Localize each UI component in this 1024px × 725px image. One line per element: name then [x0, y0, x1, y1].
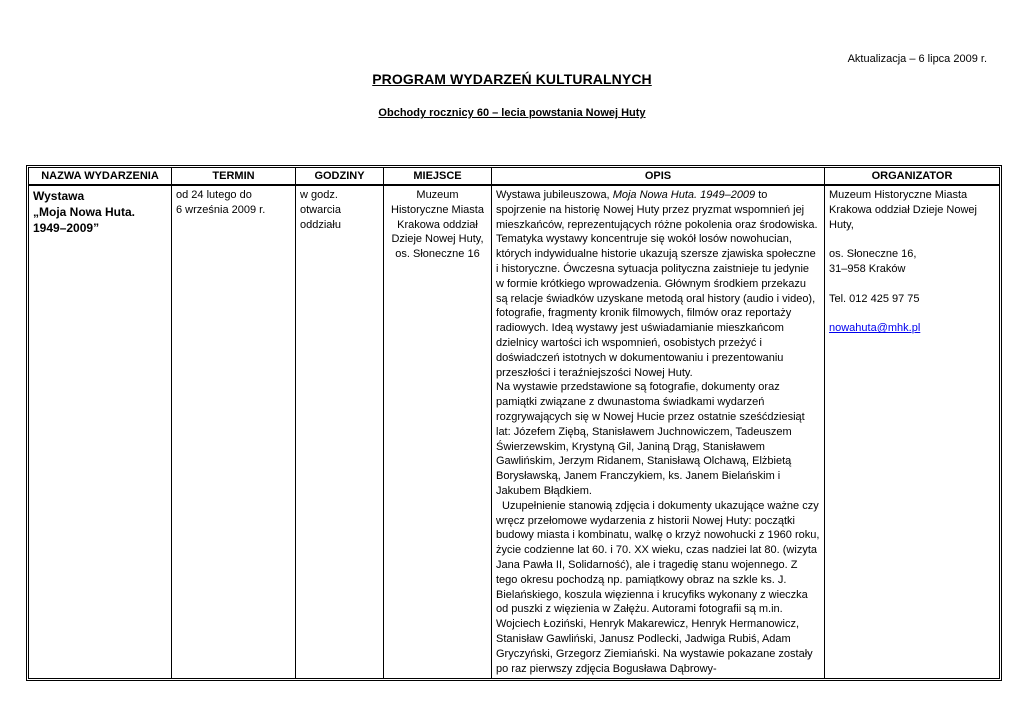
event-place: Muzeum Historyczne Miasta Krakowa oddział Dzieje Nowej Huty, os. Słoneczne 16 — [391, 189, 484, 261]
organizer-email-link[interactable]: nowahuta@mhk.pl — [829, 322, 921, 335]
page-subtitle: Obchody rocznicy 60 – lecia powstania Nowej Huty — [378, 107, 646, 119]
event-title-line2: 1949–2009” — [33, 221, 100, 235]
update-date: Aktualizacja – 6 lipca 2009 r. — [847, 53, 987, 65]
event-type: Wystawa — [33, 189, 85, 203]
event-date-start: od 24 lutego do — [176, 189, 252, 201]
description-paragraph-3: Uzupełnienie stanowią zdjęcia i dokumenty ukazujące ważne czy wręcz przełomowe wydarzenia z historii Nowej Huty: początki budowy miasta i kombinatu, walkę o krzyż nowohucki z 1960 roku, życie codzienne lat 60. i 70. XX wieku, czas nadziei lat 80. (wizyta Jana Pawła II, Solidarność), ale i tragedię stanu wojennego. Z tego okresu pochodzą np. pamiątkowy obraz na szkle ks. J. Bielańskiego, koszula więzienna i krucyfiks wykonany z wieczka od puszki z więzienia w Załężu. Autorami fotografii są m.in. Wojciech Łoziński, Henryk Makarewicz, Henryk Hermanowicz, Stanisław Gawliński, Janusz Podlecki, Jadwiga Rubiś, Adam Gryczyński, Grzegorz Ziemiański. Na wystawie pokazane zostały po raz pierwszy zdjęcia Bogusława Dąbrowy- — [496, 499, 820, 675]
column-header-hours: GODZINY — [296, 168, 384, 186]
events-table — [28, 167, 1000, 679]
event-name-cell — [29, 186, 172, 678]
event-organizer-cell — [825, 186, 999, 678]
event-hours-cell — [296, 186, 384, 678]
column-header-organizer: ORGANIZATOR — [825, 168, 999, 186]
description-paragraph-2: Na wystawie przedstawione są fotografie, dokumenty oraz pamiątki związane z dwunastoma świadkami wydarzeń rozgrywających się w Nowej Hucie przez ostatnie sześćdziesiąt lat: Józefem Ziębą, Stanisławem Juchnowiczem, Tadeuszem Świerzewskim, Krystyną Gil, Janiną Drąg, Stanisławem Gawlińskim, Jerzym Ridanem, Stanisławą Olchawą, Elżbietą Borysławską, Janem Franczykiem, ks. Janem Bielańskim i Jakubem Błądkiem. — [496, 381, 805, 497]
organizer-address-city: 31–958 Kraków — [829, 262, 906, 275]
column-header-date: TERMIN — [172, 168, 296, 186]
description-intro: Wystawa jubileuszowa, — [496, 189, 610, 201]
organizer-name: Muzeum Historyczne Miasta Krakowa oddział Dzieje Nowej Huty, — [829, 189, 977, 231]
organizer-address-street: os. Słoneczne 16, — [829, 248, 917, 261]
event-title-line1: „Moja Nowa Huta. — [33, 205, 136, 219]
organizer-phone: Tel. 012 425 97 75 — [829, 292, 920, 305]
table-header-row — [29, 168, 999, 186]
table-row — [29, 186, 999, 678]
event-description-cell — [492, 186, 825, 678]
event-date-end: 6 września 2009 r. — [176, 203, 266, 216]
event-date-cell — [172, 186, 296, 678]
event-hours: w godz. otwarcia oddziału — [300, 189, 341, 231]
column-header-place: MIEJSCE — [384, 168, 492, 186]
event-place-cell — [384, 186, 492, 678]
description-text: to spojrzenie na historię Nowej Huty przez pryzmat wspomnień jej mieszkańców, reprezentujących różne pokolenia oraz środowiska. Tematyka wystawy koncentruje się wokół losów nowohucian, których indywidualne historie ukazują szersze zjawiska społeczne i historyczne. Ówczesna sytuacja polityczna zaistnieje tu jedynie w formie krótkiego wprowadzenia. Głównym środkiem przekazu są relacje świadków uzyskane metodą oral history (audio i video), fotografie, fragmenty kronik filmowych, filmów oraz reportaży radiowych. Ideą wystawy jest uświadamianie mieszkańcom dzielnicy wartości ich wspomnień, osobistych przeżyć i doświadczeń istotnych w dokumentowaniu i prezentowaniu przeszłości i teraźniejszości Nowej Huty. — [496, 189, 818, 379]
column-header-name: NAZWA WYDARZENIA — [29, 168, 172, 186]
description-exhibition-title: Moja Nowa Huta. 1949–2009 — [612, 189, 756, 201]
description-paragraph-1 — [496, 188, 820, 380]
column-header-description: OPIS — [492, 168, 825, 186]
page-title: PROGRAM WYDARZEŃ KULTURALNYCH — [372, 71, 652, 87]
